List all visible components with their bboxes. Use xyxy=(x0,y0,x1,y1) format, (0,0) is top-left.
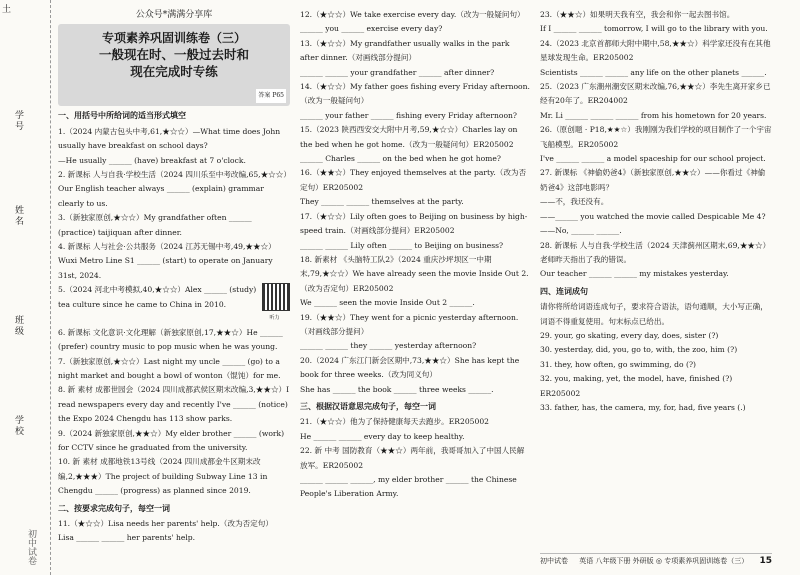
field-school: 学校 xyxy=(13,415,23,437)
field-class: 班级 xyxy=(13,315,23,337)
section-instruction: 请你将所给词语连成句子，要求符合语法，语句通顺，大小写正确，词语不得重复使用。句末标点已给出。 xyxy=(540,302,768,326)
question-item: 33. father, has, the camera, my, for, had, five years (.) xyxy=(540,402,746,412)
question-item: 23.（★★☆）如果明天我有空，我会和你一起去图书馆。 xyxy=(540,10,735,19)
qr-block xyxy=(259,283,290,325)
column-middle xyxy=(300,8,530,502)
page-title: 专项素养巩固训练卷（三） xyxy=(101,31,246,46)
question-item: 22. 新 中考 国防教育（★★☆）两年前，我哥哥加入了中国人民解放军。ER205002 xyxy=(300,446,525,470)
field-student-id: 学号 xyxy=(13,110,23,132)
question-item: ——______ you watched the movie called Despicable Me 4? xyxy=(540,211,766,221)
question-item: 17.（★☆☆）Lily often goes to Beijing on business by high-speed train.（对画线部分提问）ER205002 xyxy=(300,211,528,236)
question-item: 8. 新 素材 成都世园会（2024 四川成都武侯区期末改编,3,★★☆）I read newspapers every day and recently I've ______ (notice) the Expo 2024 Chengdu has 113 show parks. xyxy=(58,385,290,424)
column-right xyxy=(540,8,772,415)
question-item: 2. 新课标 人与自我·学校生活（2024 四川乐至中考改编,65,★☆☆）Our English teacher always ______ (explain) grammar clearly to us. xyxy=(58,170,288,208)
source-label: 公众号*满满分享库 xyxy=(135,10,213,20)
brand-logo: 初中试卷 xyxy=(26,529,36,565)
question-item: 12.（★☆☆）We take exercise every day.（改为一般疑问句） xyxy=(300,10,525,19)
question-item: —He usually ______ (have) breakfast at 7 o'clock. xyxy=(58,155,246,165)
section-heading-4: 四、连词成句 xyxy=(540,286,588,296)
question-item: ______ ______ they ______ yesterday afternoon? xyxy=(300,341,477,351)
question-item: 27. 新课标 《神偷奶爸4》（新独家原创,★★☆）——你看过《神偷奶爸4》这部电影吗？ xyxy=(540,168,766,192)
qr-caption: 听力 xyxy=(269,315,280,322)
question-item: 24.（2023 北京首都师大附中期中,58,★★☆）科学家还没有在其他星球发现生命。ER205002 xyxy=(540,38,771,63)
question-item: He ______ ______ every day to keep healthy. xyxy=(300,431,465,441)
question-item: ______ ______ ______, my elder brother ______ the Chinese People's Liberation Army. xyxy=(300,475,517,499)
question-item: If I ______ ______ tomorrow, I will go to the library with you. xyxy=(540,24,768,34)
question-item: 9.（2024 新独家原创,★★☆）My elder brother ______ (work) for CCTV since he graduated from the university. xyxy=(58,428,285,452)
question-item: 28. 新课标 人与自我·学校生活（2024 天津蓟州区期末,69,★★☆）老师昨天指出了我的错误。 xyxy=(540,240,771,264)
question-item: 16.（★★☆）They enjoyed themselves at the party.（改为否定句）ER205002 xyxy=(300,168,527,192)
question-item: 14.（★☆☆）My father goes fishing every Friday afternoon.（改为一般疑问句） xyxy=(300,82,530,106)
question-item: ——不，我还没有。 xyxy=(540,197,609,207)
question-item: 20.（2024 广东江门新会区期中,73,★★☆）She has kept the book for three weeks.（改为同义句） xyxy=(300,355,520,380)
corner-mark: 土 xyxy=(2,5,12,15)
question-item: 15.（2023 陕西西安交大附中月考,59,★☆☆）Charles lay on the bed when he got home.（改为一般疑问句）ER205002 xyxy=(300,125,518,149)
page-subtitle-1: 一般现在时、一般过去时和 xyxy=(98,47,249,63)
question-item: Lisa ______ ______ her parents' help. xyxy=(58,533,196,543)
question-item: 4. 新课标 人与社会·公共服务（2024 江苏无锡中考,49,★★☆）Wuxi Metro Line S1 ______ (start) to operate on January 31st, 2024. xyxy=(58,242,276,280)
question-item: ——No, ______ ______. xyxy=(540,226,622,236)
question-item: We ______ seen the movie Inside Out 2 ______. xyxy=(300,298,475,308)
question-item: I've ______ ______ a model spaceship for our school project. xyxy=(540,154,766,164)
question-item: 26.（原创题 · P18,★★☆）我刚刚为我们学校的项目制作了一个宇宙飞船模型。ER205002 xyxy=(540,125,772,149)
answer-reference: 答案 P65 xyxy=(256,89,286,103)
page-footer xyxy=(540,553,772,566)
question-item: 21.（★☆☆）他为了保持健康每天去跑步。ER205002 xyxy=(300,417,490,427)
question-item: ______ ______ your grandfather ______ after dinner? xyxy=(300,67,495,77)
question-item: 32. you, making, yet, the model, have, finished (?) ER205002 xyxy=(540,374,733,398)
question-item: 10. 新 素材 成都地铁13号线（2024 四川成都金牛区期末改编,2,★★★）The project of building Subway Line 13 in Chengdu ______ (progress) as planned since 2019. xyxy=(58,457,268,496)
question-item: Our teacher ______ ______ my mistakes yesterday. xyxy=(540,269,729,279)
footer-text: 英语 八年级下册 外研版 ◎ 专项素养巩固训练卷（三） xyxy=(579,557,749,565)
page-number: 15 xyxy=(759,556,772,566)
question-item: 18. 新素材 《头脑特工队2》（2024 重庆沙坪坝区一中期末,79,★☆☆）We have already seen the movie Inside Out 2.（改为否定句）ER205002 xyxy=(300,254,529,293)
question-item: 3.（新独家原创,★☆☆）My grandfather often ______ (practice) taijiquan after dinner. xyxy=(58,213,252,237)
question-item: 7.（新独家原创,★☆☆）Last night my uncle ______ (go) to a night market and bought a bowl of wonton（馄饨）for me. xyxy=(58,356,281,380)
question-item: 1.（2024 内蒙古包头中考,61,★☆☆）—What time does John usually have breakfast on school days? xyxy=(58,126,281,151)
question-item: Scientists ______ ______ any life on the other planets ______. xyxy=(540,67,767,77)
section-heading-2: 二、按要求完成句子，每空一词 xyxy=(58,503,170,513)
question-item: 19.（★★☆）They went for a picnic yesterday afternoon.（对画线部分提问） xyxy=(300,312,519,336)
question-item: 5.（2024 河北中考模拟,40,★☆☆）Alex ______ (study) tea culture since he came to China in 2010. xyxy=(58,285,257,309)
question-item: Mr. Li ______ ______ ______ from his hometown for 20 years. xyxy=(540,110,767,120)
title-box xyxy=(58,24,290,106)
question-item: 30. yesterday, did, you, go to, with, the zoo, him (?) xyxy=(540,345,738,355)
column-left xyxy=(58,8,290,546)
field-name: 姓名 xyxy=(13,205,23,227)
question-item: 6. 新课标 文化意识·文化理解（新独家原创,17,★★☆）He ______ (prefer) country music to pop music when he was young. xyxy=(58,327,283,352)
question-item: 25.（2023 广东潮州潮安区期末改编,76,★★☆）李先生离开家乡已经有20年了。ER204002 xyxy=(540,82,771,106)
question-item: They ______ ______ themselves at the party. xyxy=(300,197,464,207)
page-subtitle-2: 现在完成时专练 xyxy=(130,64,218,80)
qr-code-icon[interactable] xyxy=(262,283,290,311)
question-with-qr xyxy=(58,283,290,325)
section-heading-1: 一、用括号中所给词的适当形式填空 xyxy=(58,111,186,121)
question-item: She has ______ the book ______ three weeks ______. xyxy=(300,384,494,394)
question-item: ______ your father ______ fishing every Friday afternoon? xyxy=(300,110,517,120)
binding-margin xyxy=(0,0,51,575)
question-item: ______ you ______ exercise every day? xyxy=(300,24,443,34)
question-item: 29. your, go skating, every day, does, sister (?) xyxy=(540,330,719,340)
question-item: 11.（★☆☆）Lisa needs her parents' help.（改为否定句） xyxy=(58,518,273,528)
section-heading-3: 三、根据汉语意思完成句子，每空一词 xyxy=(300,401,436,411)
footer-tag: 初中试卷 xyxy=(540,557,568,565)
question-item: ______ Charles ______ on the bed when he got home? xyxy=(300,154,501,164)
question-item: ______ ______ Lily often ______ to Beijing on business? xyxy=(300,240,504,250)
question-item: 31. they, how often, go swimming, do (?) xyxy=(540,359,696,369)
question-item: 13.（★☆☆）My grandfather usually walks in the park after dinner.（对画线部分提问） xyxy=(300,38,510,63)
